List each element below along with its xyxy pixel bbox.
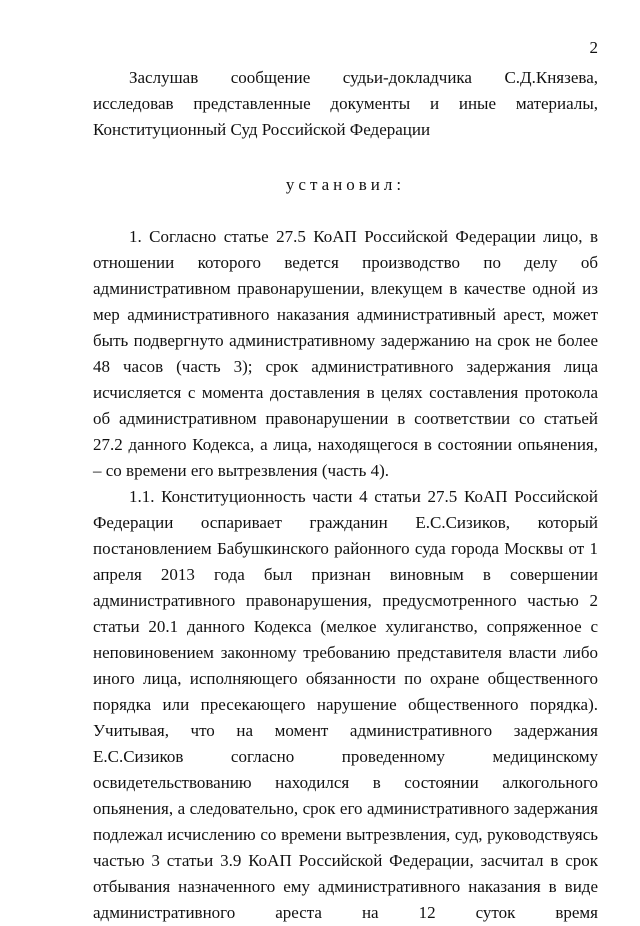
page-number: 2 <box>589 38 598 57</box>
paragraph-1: 1. Согласно статье 27.5 КоАП Российской Федерации лицо, в отношении которого ведется производство по делу об административном правонарушении, влекущем в качестве одной из мер административного наказания административный арест, может быть подвергнуто административному задержанию на срок не более 48 часов (часть 3); срок административного задержания лица исчисляется с момента доставления в целях составления протокола об административном правонарушении в соответствии со статьей 27.2 данного Кодекса, а лица, находящегося в состоянии опьянения, – со времени его вытрезвления (часть 4). <box>93 227 598 480</box>
intro-paragraph: Заслушав сообщение судьи-докладчика С.Д.Князева, исследовав представленные документы и иные материалы, Конституционный Суд Российской Федерации <box>93 68 598 139</box>
paragraph-1-1: 1.1. Конституционность части 4 статьи 27.5 КоАП Российской Федерации оспаривает гражданин Е.С.Сизиков, который постановлением Бабушкинского районного суда города Москвы от 1 апреля 2013 года был признан виновным в совершении административного правонарушения, предусмотренного частью 2 статьи 20.1 данного Кодекса (мелкое хулиганство, сопряженное с неповиновением законному требованию представителя власти либо иного лица, исполняющего обязанности по охране общественного порядка или пресекающего нарушение общественного порядка). Учитывая, что на момент административного задержания Е.С.Сизиков согласно проведенному медицинскому освидетельствованию находился в состоянии алкогольного опьянения, а следовательно, срок его административного задержания подлежал исчислению со времени вытрезвления, суд, руководствуясь частью 3 статьи 3.9 КоАП Российской Федерации, засчитал в срок отбывания назначенного ему административного наказания в виде административного ареста на 12 суток время <box>93 487 598 922</box>
section-heading: установил: <box>285 175 406 194</box>
document-body <box>93 65 598 926</box>
